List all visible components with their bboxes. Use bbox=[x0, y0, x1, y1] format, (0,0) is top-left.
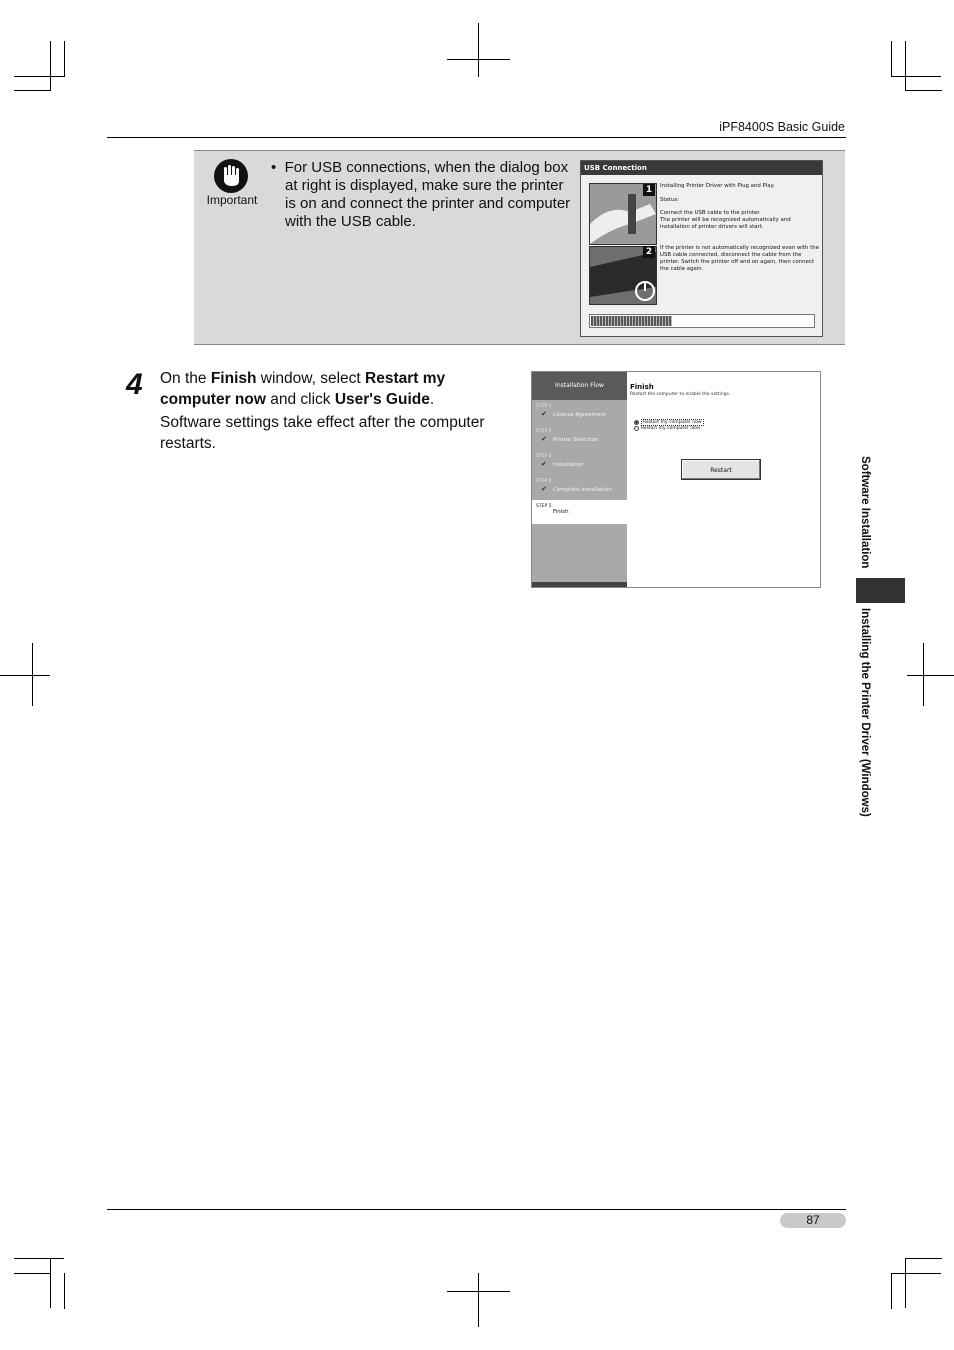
stop-hand-icon bbox=[214, 159, 248, 193]
step-num: STEP 3 bbox=[536, 454, 552, 459]
usb-dialog-title: USB Connection bbox=[581, 161, 822, 175]
footer-rule bbox=[107, 1209, 846, 1210]
flow-step bbox=[532, 450, 627, 474]
important-label: Important bbox=[206, 193, 258, 207]
restart-later-label: Restart my computer later bbox=[641, 426, 701, 431]
step-paragraph-1 bbox=[160, 368, 505, 410]
step-label: Complete Installation bbox=[553, 487, 612, 493]
check-icon: ✔ bbox=[541, 435, 547, 443]
usb-line-3: The printer will be recognized automatically and installation of printer drivers will start. bbox=[660, 217, 791, 230]
header-rule bbox=[107, 137, 846, 138]
step-label: License Agreement bbox=[553, 412, 607, 418]
check-icon: ✔ bbox=[541, 410, 547, 418]
flow-step bbox=[532, 475, 627, 499]
step-paragraph-2: Software settings take effect after the computer restarts. bbox=[160, 414, 485, 452]
check-icon: ✔ bbox=[541, 485, 547, 493]
flow-step bbox=[532, 400, 627, 424]
important-text bbox=[270, 159, 575, 231]
step-num: STEP 5 bbox=[536, 504, 552, 509]
usb-progress-fill bbox=[591, 316, 672, 326]
step-num: STEP 1 bbox=[536, 404, 552, 409]
important-body: For USB connections, when the dialog box at right is displayed, make sure the printer is on and connect the printer and computer with the USB cable. bbox=[284, 159, 571, 230]
step-label: Installation bbox=[553, 462, 584, 468]
finish-term: Finish bbox=[210, 370, 257, 387]
usb-line-4: If the printer is not automatically recognized even with the USB cable connected, disconnect the cable from the printer. Switch the printer off and on again, then connect the cable again. bbox=[660, 245, 819, 272]
finish-description: Restart the computer to enable the settings. bbox=[630, 392, 731, 397]
finish-title: Finish bbox=[630, 383, 654, 391]
flow-step-current bbox=[532, 500, 627, 524]
installation-flow-panel bbox=[532, 372, 627, 587]
flow-footer-bar bbox=[532, 582, 627, 587]
step-num: STEP 4 bbox=[536, 479, 552, 484]
text-run: and click bbox=[265, 391, 335, 408]
usb-progress-bar bbox=[589, 314, 815, 328]
restart-now-label: Restart my computer now bbox=[643, 420, 702, 425]
step-instructions bbox=[160, 368, 505, 456]
restart-now-term: Restart my computer now bbox=[160, 370, 446, 408]
chapter-tab-marker bbox=[856, 578, 905, 603]
text-run: . bbox=[429, 391, 435, 408]
step-2-badge: 2 bbox=[643, 246, 655, 258]
guide-title: iPF8400S Basic Guide bbox=[719, 120, 845, 134]
step-number: 4 bbox=[126, 368, 143, 401]
flow-step bbox=[532, 425, 627, 449]
step-label: Printer Selection bbox=[553, 437, 599, 443]
step-num: STEP 2 bbox=[536, 429, 552, 434]
usb-line-2: Connect the USB cable to the printer. bbox=[660, 210, 761, 216]
restart-later-option[interactable] bbox=[634, 426, 701, 431]
usb-status-label: Status: bbox=[660, 197, 679, 203]
restart-now-option[interactable] bbox=[634, 419, 704, 426]
step-1-badge: 1 bbox=[643, 184, 655, 196]
usb-line-1: Installing Printer Driver with Plug and Play. bbox=[660, 183, 775, 189]
chapter-tab-label: Installing the Printer Driver (Windows) bbox=[859, 608, 871, 817]
radio-unselected[interactable] bbox=[634, 426, 639, 431]
step-label: Finish bbox=[553, 509, 569, 515]
text-run: window, select bbox=[256, 370, 366, 387]
check-icon: ✔ bbox=[541, 460, 547, 468]
radio-selected[interactable] bbox=[634, 420, 639, 425]
flow-title: Installation Flow bbox=[532, 372, 627, 400]
text-run: On the bbox=[160, 370, 211, 387]
page-number: 87 bbox=[780, 1213, 846, 1228]
restart-button[interactable]: Restart bbox=[681, 459, 761, 480]
finish-window bbox=[531, 371, 821, 588]
section-tab-label: Software Installation bbox=[859, 456, 871, 569]
bullet: • bbox=[271, 159, 277, 176]
usb-connection-dialog bbox=[580, 160, 823, 337]
users-guide-term: User's Guide bbox=[334, 391, 430, 408]
